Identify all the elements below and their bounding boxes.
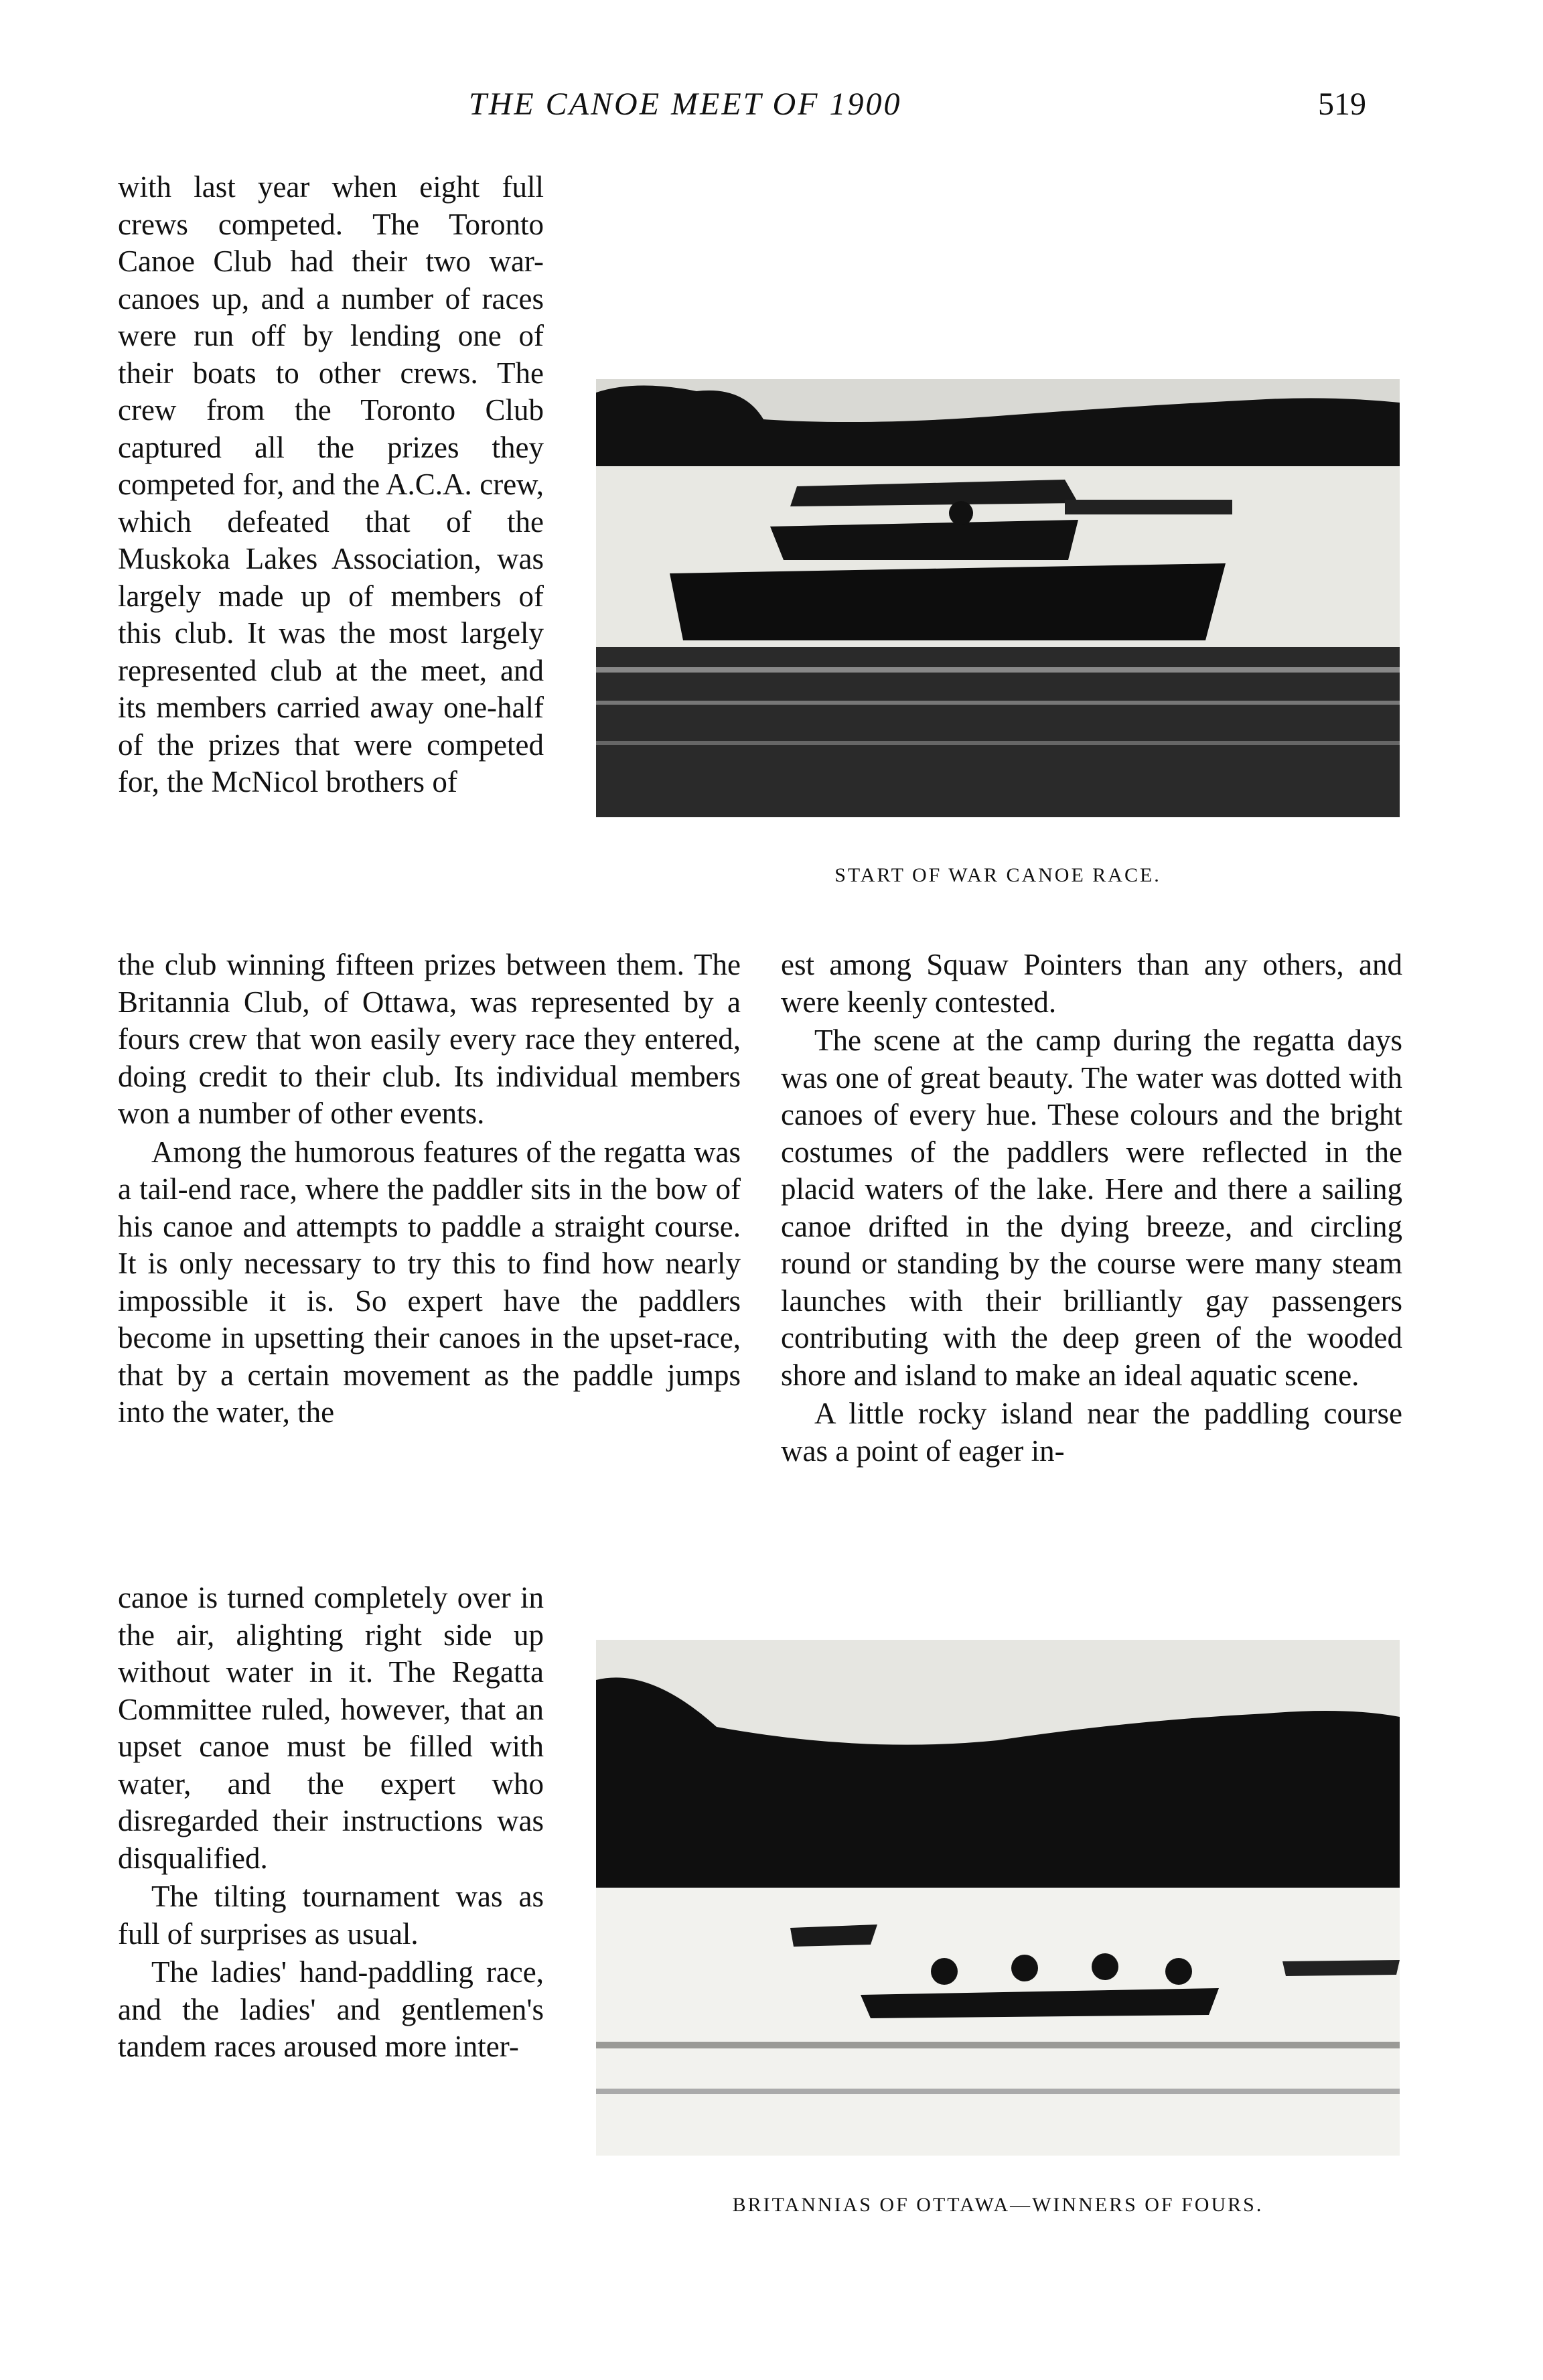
britannias-fours-photo — [596, 1640, 1400, 2156]
page-header — [0, 86, 1543, 139]
paddler — [931, 1958, 958, 1985]
paragraph: The tilting tournament was as full of surprises as usual. — [118, 1880, 544, 1951]
paddler — [949, 501, 973, 525]
ripple — [596, 701, 1400, 705]
paddler — [1165, 1958, 1192, 1985]
war-canoe-race-illustration — [596, 379, 1400, 817]
running-title: THE CANOE MEET OF 1900 — [469, 86, 902, 122]
paragraph: canoe is turned completely over in the air, alighting right side up without water in it. The Regatta Committee ruled, however, that an upset canoe must be filled with water, and the expert who disregarded their instructions was disqualified. — [118, 1581, 544, 1875]
canoe-right — [1282, 1960, 1400, 1976]
figure-caption-2: BRITANNIAS OF OTTAWA—WINNERS OF FOURS. — [732, 2194, 1264, 2216]
page-number: 519 — [1318, 86, 1366, 122]
figure-caption-1: START OF WAR CANOE RACE. — [834, 864, 1161, 886]
canoe-right — [1065, 500, 1232, 514]
left-column-middle — [118, 947, 741, 1431]
ripple — [596, 667, 1400, 673]
war-canoe-near — [670, 563, 1226, 640]
paragraph: Among the humorous features of the regatta was a tail-end race, where the paddler sits in the bow of his canoe and attempts to paddle a straight course. It is only necessary to try this to find how nearly impossible it is. So expert have the paddlers become in upsetting their canoes in the upset-race, that by a certain movement as the paddle jumps into the water, the — [118, 1135, 741, 1429]
lake-water — [596, 1888, 1400, 2156]
paddler — [1092, 1953, 1118, 1980]
water-reflection — [596, 647, 1400, 817]
right-column — [781, 947, 1402, 1470]
britannias-fours-illustration — [596, 1640, 1400, 2156]
paragraph: est among Squaw Pointers than any others, and were keenly contested. — [781, 948, 1402, 1019]
left-column-bottom — [118, 1580, 544, 2066]
ripple — [596, 2089, 1400, 2094]
paragraph: with last year when eight full crews competed. The Toronto Canoe Club had their two war-canoes up, and a number of races were run off by lending one of their boats to other crews. The crew from the Toronto Club captured all the prizes they competed for, and the A.C.A. crew, which defeated that of the Muskoka Lakes Association, was largely made up of members of this club. It was the most largely represented club at the meet, and its members carried away one-half of the prizes that were competed for, the McNicol brothers of — [118, 170, 544, 798]
war-canoe-race-photo — [596, 379, 1400, 817]
paragraph: the club winning fifteen prizes between them. The Britannia Club, of Ottawa, was represented by a fours crew that won easily every race they entered, doing credit to their club. Its individual members won a number of other events. — [118, 948, 741, 1130]
boat-with-passengers — [790, 1924, 877, 1947]
paragraph: A little rocky island near the paddling course was a point of eager in- — [781, 1397, 1402, 1468]
ripple — [596, 741, 1400, 745]
paragraph: The ladies' hand-paddling race, and the ladies' and gentlemen's tandem races aroused more inter- — [118, 1955, 544, 2063]
ripple — [596, 2042, 1400, 2048]
left-column-top — [118, 169, 544, 801]
paddler — [1011, 1955, 1038, 1981]
paragraph: The scene at the camp during the regatta days was one of great beauty. The water was dotted with canoes of every hue. These colours and the bright costumes of the paddlers were reflected in the placid waters of the lake. Here and there a sailing canoe drifted in the dying breeze, and circling round or standing by the course were many steam launches with their brilliantly gay passengers contributing with the deep green of the wooded shore and island to make an ideal aquatic scene. — [781, 1024, 1402, 1392]
war-canoe-mid — [770, 520, 1078, 560]
